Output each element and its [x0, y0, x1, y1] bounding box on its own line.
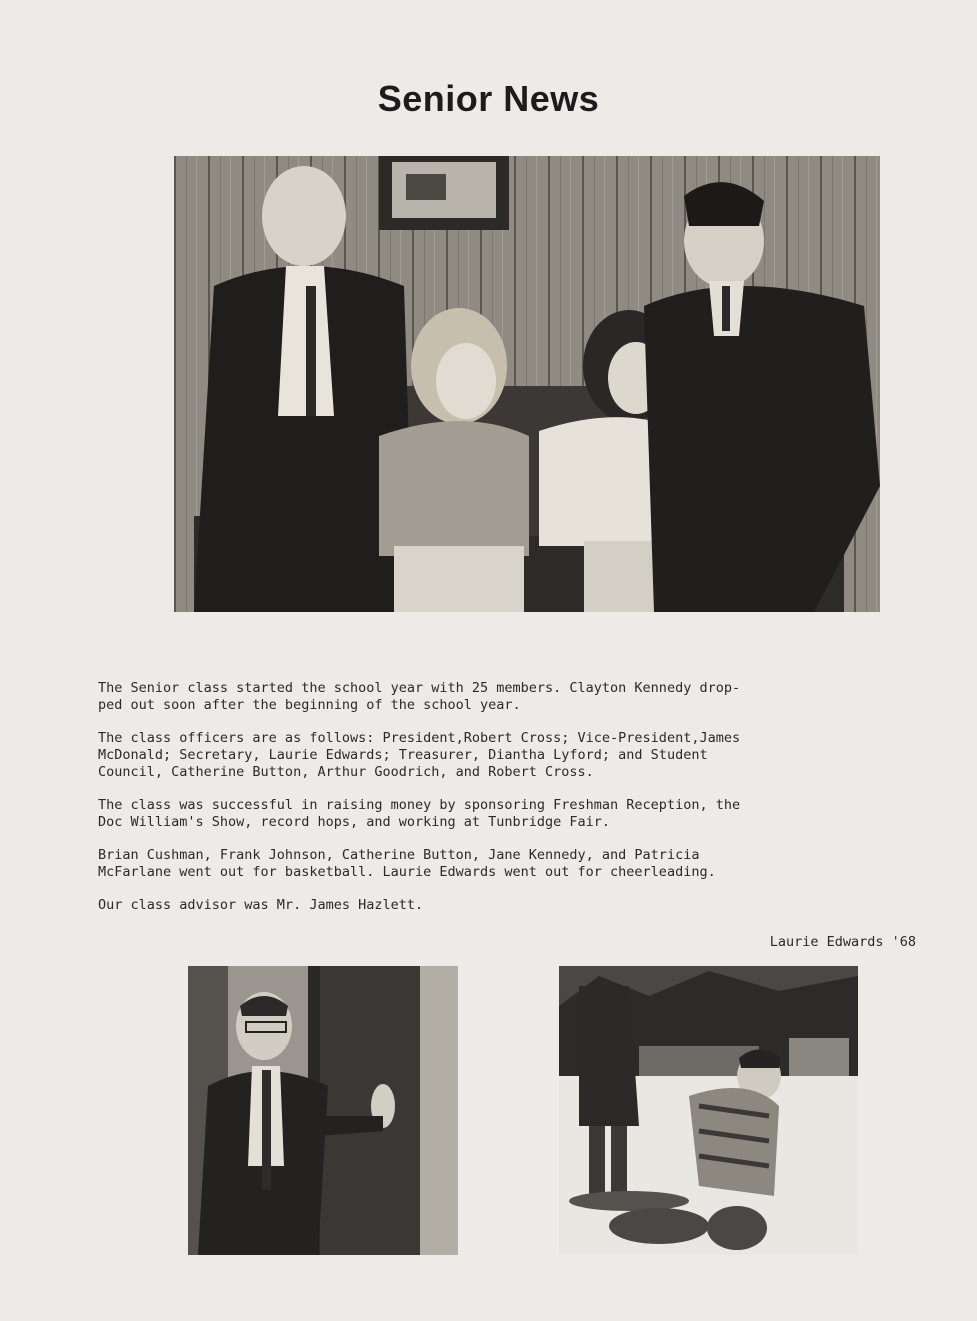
- teacher-photo: [188, 966, 458, 1255]
- article-paragraph: The class was successful in raising money by sponsoring Freshman Reception, the Doc William's Show, record hops, and working at Tunbridge Fair.: [98, 797, 741, 830]
- teacher-photo-icon: [188, 966, 458, 1255]
- article-paragraph: The Senior class started the school year with 25 members. Clayton Kennedy drop- ped out soon after the beginning of the school year.: [98, 680, 741, 713]
- page-title: Senior News: [377, 78, 600, 119]
- article-body: [98, 680, 918, 930]
- snowshoe-photo-icon: [559, 966, 858, 1255]
- article-paragraph: Our class advisor was Mr. James Hazlett.: [98, 897, 424, 913]
- article-paragraph: The class officers are as follows: President,Robert Cross; Vice-President,James McDonald; Secretary, Laurie Edwards; Treasurer, Diantha Lyford; and Student Council, Catherine Button, Arthur Goodrich, and Robert Cross.: [98, 730, 741, 780]
- article-paragraph: Brian Cushman, Frank Johnson, Catherine Button, Jane Kennedy, and Patricia McFarlane went out for basketball. Laurie Edwards went out for cheerleading.: [98, 847, 716, 880]
- byline: Laurie Edwards '68: [769, 934, 916, 950]
- group-photo: [174, 156, 880, 612]
- snowshoe-photo: [559, 966, 858, 1255]
- group-photo-icon: [174, 156, 880, 612]
